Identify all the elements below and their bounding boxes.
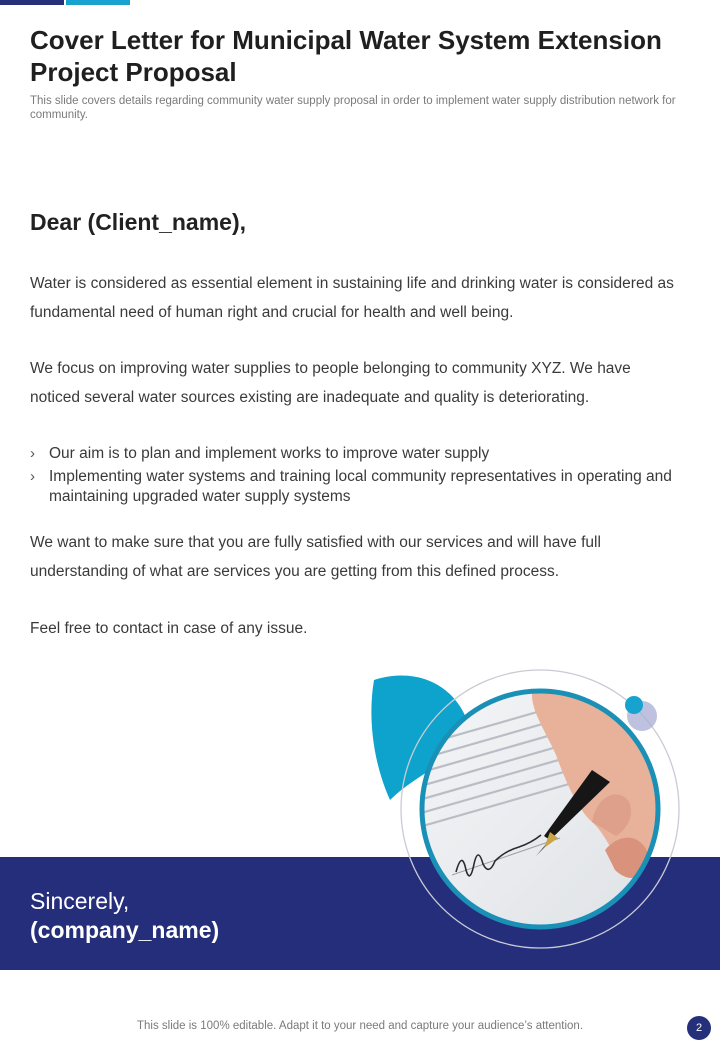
letter-paragraph-4: Feel free to contact in case of any issue. [30, 620, 308, 637]
signature-company-name: (company_name) [30, 917, 220, 943]
letter-paragraph-1: Water is considered as essential element in sustaining life and drinking water is considered as fundamental need of human right and crucial for health and well being. [30, 275, 674, 321]
letter-bullet-list [30, 444, 690, 510]
bullet-text: Implementing water systems and training local community representatives in operating and maintaining upgraded water supply systems [49, 468, 672, 505]
chevron-right-icon: › [30, 445, 35, 462]
top-accent-bar-teal [66, 0, 130, 5]
hand-signing-document-icon [360, 660, 700, 960]
letter-paragraph-2: We focus on improving water supplies to people belonging to community XYZ. We have noticed several water sources existing are inadequate and quality is deteriorating. [30, 360, 631, 406]
signature-closing: Sincerely, [30, 888, 130, 914]
list-item [30, 467, 690, 507]
page-title: Cover Letter for Municipal Water System Extension Project Proposal [30, 25, 662, 87]
chevron-right-icon: › [30, 468, 35, 485]
page-subtitle: This slide covers details regarding community water supply proposal in order to implement water supply distribution network for community. [30, 95, 676, 121]
page-number-badge: 2 [687, 1016, 711, 1040]
letter-greeting: Dear (Client_name), [30, 209, 247, 235]
bullet-text: Our aim is to plan and implement works to improve water supply [49, 445, 490, 462]
list-item [30, 444, 690, 464]
footer-note: This slide is 100% editable. Adapt it to your need and capture your audience’s attention. [136, 1020, 584, 1032]
letter-paragraph-3: We want to make sure that you are fully satisfied with our services and will have full understanding of what are services you are getting from this defined process. [30, 534, 601, 580]
teal-dot [625, 696, 643, 714]
top-accent-bar-navy [0, 0, 64, 5]
